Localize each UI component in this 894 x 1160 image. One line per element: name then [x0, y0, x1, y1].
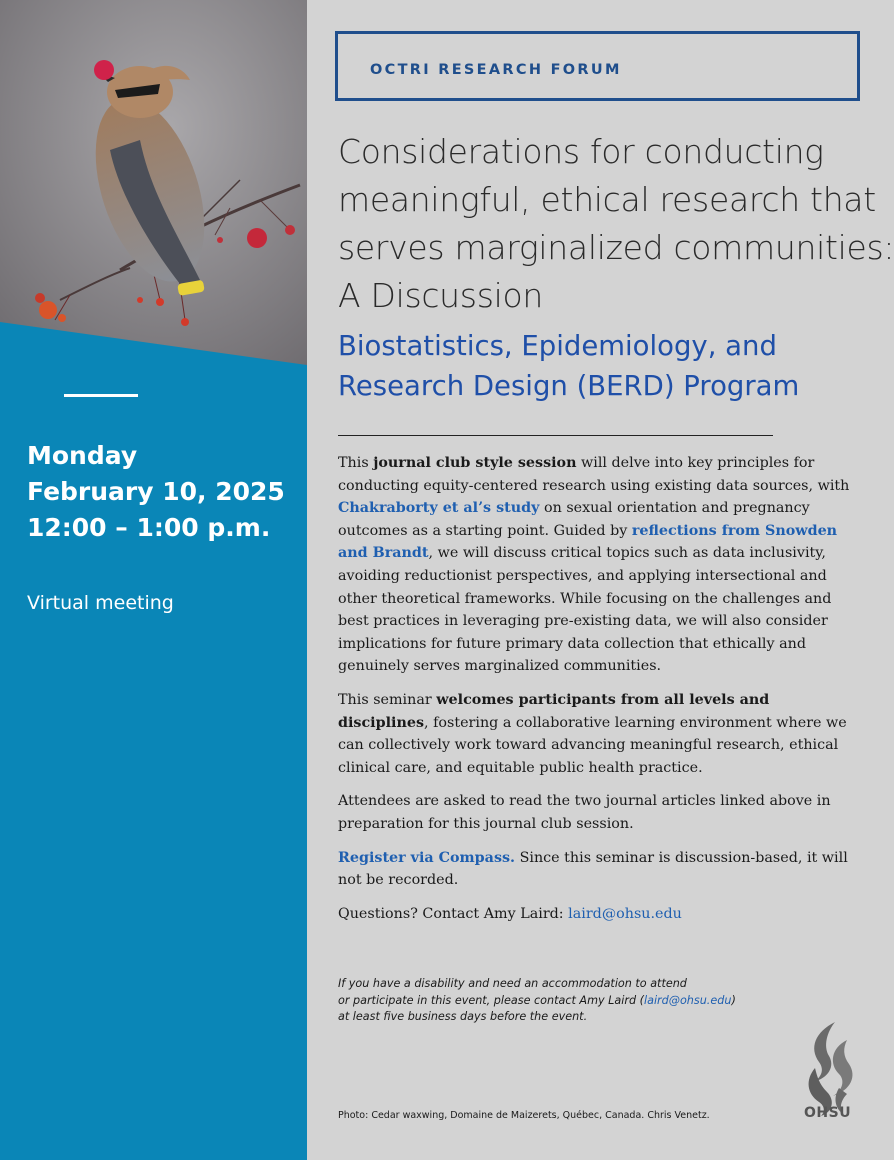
event-time: 12:00 – 1:00 p.m. — [27, 513, 271, 542]
description-paragraph — [338, 452, 863, 678]
contact-paragraph — [338, 903, 863, 926]
description-paragraph — [338, 689, 863, 779]
description-paragraph: Attendees are asked to read the two journal articles linked above in preparation for this journal club session. — [338, 793, 831, 832]
event-location: Virtual meeting — [27, 592, 174, 614]
accessibility-note — [338, 976, 758, 1026]
contact-email-link[interactable]: laird@ohsu.edu — [568, 905, 682, 922]
title-line: serves marginalized communities: — [338, 228, 894, 267]
accessibility-line — [338, 993, 758, 1010]
title-line: meaningful, ethical research that — [338, 180, 876, 219]
text: Questions? Contact Amy Laird: — [338, 905, 569, 922]
left-panel — [0, 0, 307, 1160]
event-date: February 10, 2025 — [27, 477, 285, 506]
event-title — [338, 128, 894, 320]
forum-label: OCTRI RESEARCH FORUM — [370, 62, 622, 78]
text: , we will discuss critical topics such as data inclusivity, avoiding reductionist perspectives, and applying intersectional and other theoretical frameworks. While focusing on the challenges and best practices in leveraging pre-existing data, we will also consider implications for future primary data collection that ethically and genuinely serves marginalized communities. — [338, 545, 832, 675]
text: will delve into key principles for conducting equity-centered research using existing data sources, with — [338, 455, 850, 494]
text: or participate in this event, please contact Amy Laird ( — [338, 993, 644, 1007]
cedar-waxwing-image — [0, 0, 307, 372]
program-name — [338, 326, 878, 406]
event-description — [338, 452, 863, 936]
text: Since this seminar is discussion-based, it will not be recorded. — [338, 849, 848, 889]
event-datetime — [27, 438, 297, 546]
snowden-brandt-link[interactable]: reflections from Snowden and Brandt — [338, 522, 838, 562]
forum-banner — [335, 31, 860, 101]
title-line: A Discussion — [338, 276, 543, 315]
chakraborty-study-link[interactable]: Chakraborty et al’s study — [338, 500, 540, 517]
ohsu-logo-text: OHSU — [804, 1105, 852, 1121]
bird-photo — [0, 0, 307, 372]
text: on sexual orientation and pregnancy outcomes as a starting point. Guided by — [338, 500, 810, 539]
description-paragraph — [338, 847, 863, 892]
program-line: Biostatistics, Epidemiology, and — [338, 330, 777, 362]
text: ) — [731, 993, 736, 1007]
photo-credit: Photo: Cedar waxwing, Domaine de Maizerets, Québec, Canada. Chris Venetz. — [338, 1110, 710, 1121]
text: This seminar — [338, 691, 437, 708]
right-panel — [307, 0, 894, 1160]
accessibility-email-link[interactable]: laird@ohsu.edu — [643, 993, 732, 1007]
text: , fostering a collaborative learning environment where we can collectively work toward advancing meaningful research, ethical clinical care, and equitable public health practice. — [338, 714, 847, 776]
accessibility-line: at least five business days before the event. — [338, 1010, 588, 1023]
emphasis-text: journal club style session — [373, 455, 577, 471]
title-line: Considerations for conducting — [338, 132, 824, 171]
emphasis-text: welcomes participants from all levels and disciplines — [338, 691, 770, 731]
event-day: Monday — [27, 441, 138, 470]
register-compass-link[interactable]: Register via Compass. — [338, 849, 516, 866]
program-line: Research Design (BERD) Program — [338, 370, 800, 402]
text: This — [338, 455, 374, 471]
accessibility-line: If you have a disability and need an accommodation to attend — [338, 977, 687, 990]
divider-dash — [64, 394, 138, 397]
horizontal-rule — [338, 435, 773, 436]
